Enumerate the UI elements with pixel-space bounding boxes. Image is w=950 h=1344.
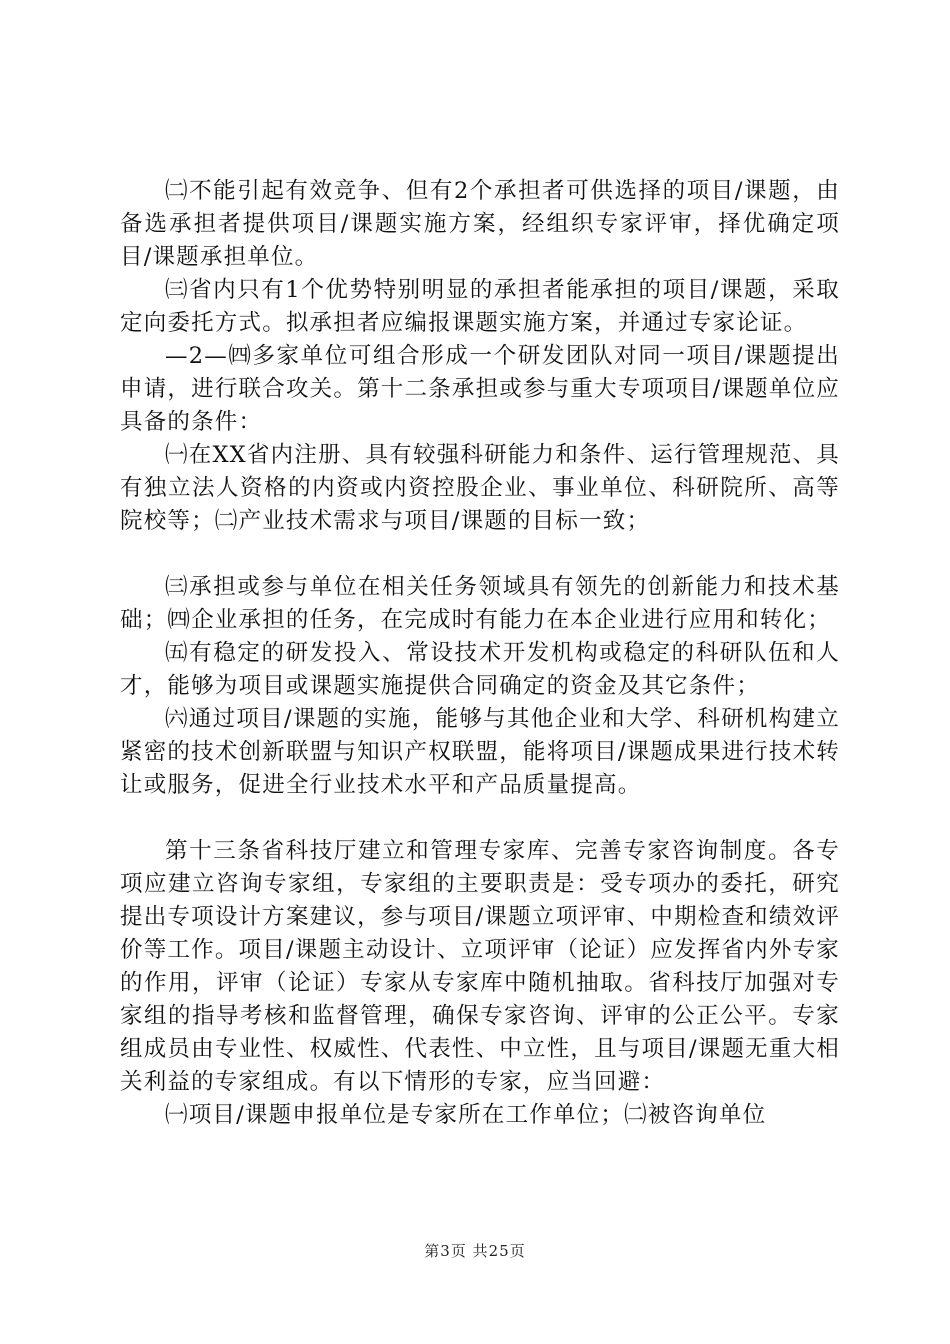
paragraph-item-4: —2—㈣多家单位可组合形成一个研发团队对同一项目/课题提出申请，进行联合攻关。第十二条承担或参与重大专项项目/课题单位应具备的条件： [120, 343, 840, 435]
paragraph-conditions-1-2: ㈠在XX省内注册、具有较强科研能力和条件、运行管理规范、具有独立法人资格的内资或内资控股企业、事业单位、科研院所、高等院校等；㈡产业技术需求与项目/课题的目标一致； [120, 442, 840, 534]
paragraph-item-3: ㈢省内只有1个优势特别明显的承担者能承担的项目/课题，采取定向委托方式。拟承担者应编报课题实施方案，并通过专家论证。 [120, 277, 840, 336]
paragraph-recusal-items: ㈠项目/课题申报单位是专家所在工作单位；㈡被咨询单位 [165, 1102, 767, 1128]
paragraph-conditions-5: ㈤有稳定的研发投入、常设技术开发机构或稳定的科研队伍和人才，能够为项目或课题实施提供合同确定的资金及其它条件； [120, 640, 840, 699]
document-body [120, 175, 840, 1132]
paragraph-item-2: ㈡不能引起有效竞争、但有2个承担者可供选择的项目/课题，由备选承担者提供项目/课题实施方案，经组织专家评审，择优确定项目/课题承担单位。 [120, 178, 840, 270]
paragraph-article-13: 第十三条省科技厅建立和管理专家库、完善专家咨询制度。各专项应建立咨询专家组，专家组的主要职责是：受专项办的委托，研究提出专项设计方案建议，参与项目/课题立项评审、中期检查和绩效评价等工作。项目/课题主动设计、立项评审（论证）应发挥省内外专家的作用，评审（论证）专家从专家库中随机抽取。省科技厅加强对专家组的指导考核和监督管理，确保专家咨询、评审的公正公平。专家组成员由专业性、权威性、代表性、中立性，且与项目/课题无重大相关利益的专家组成。有以下情形的专家，应当回避： [120, 838, 840, 1095]
paragraph-conditions-3-4: ㈢承担或参与单位在相关任务领域具有领先的创新能力和技术基础；㈣企业承担的任务，在完成时有能力在本企业进行应用和转化； [120, 574, 840, 633]
paragraph-conditions-6: ㈥通过项目/课题的实施，能够与其他企业和大学、科研机构建立紧密的技术创新联盟与知识产权联盟，能将项目/课题成果进行技术转让或服务，促进全行业技术水平和产品质量提高。 [120, 706, 840, 798]
page-number-footer: 第3页 共25页 [424, 1242, 526, 1260]
